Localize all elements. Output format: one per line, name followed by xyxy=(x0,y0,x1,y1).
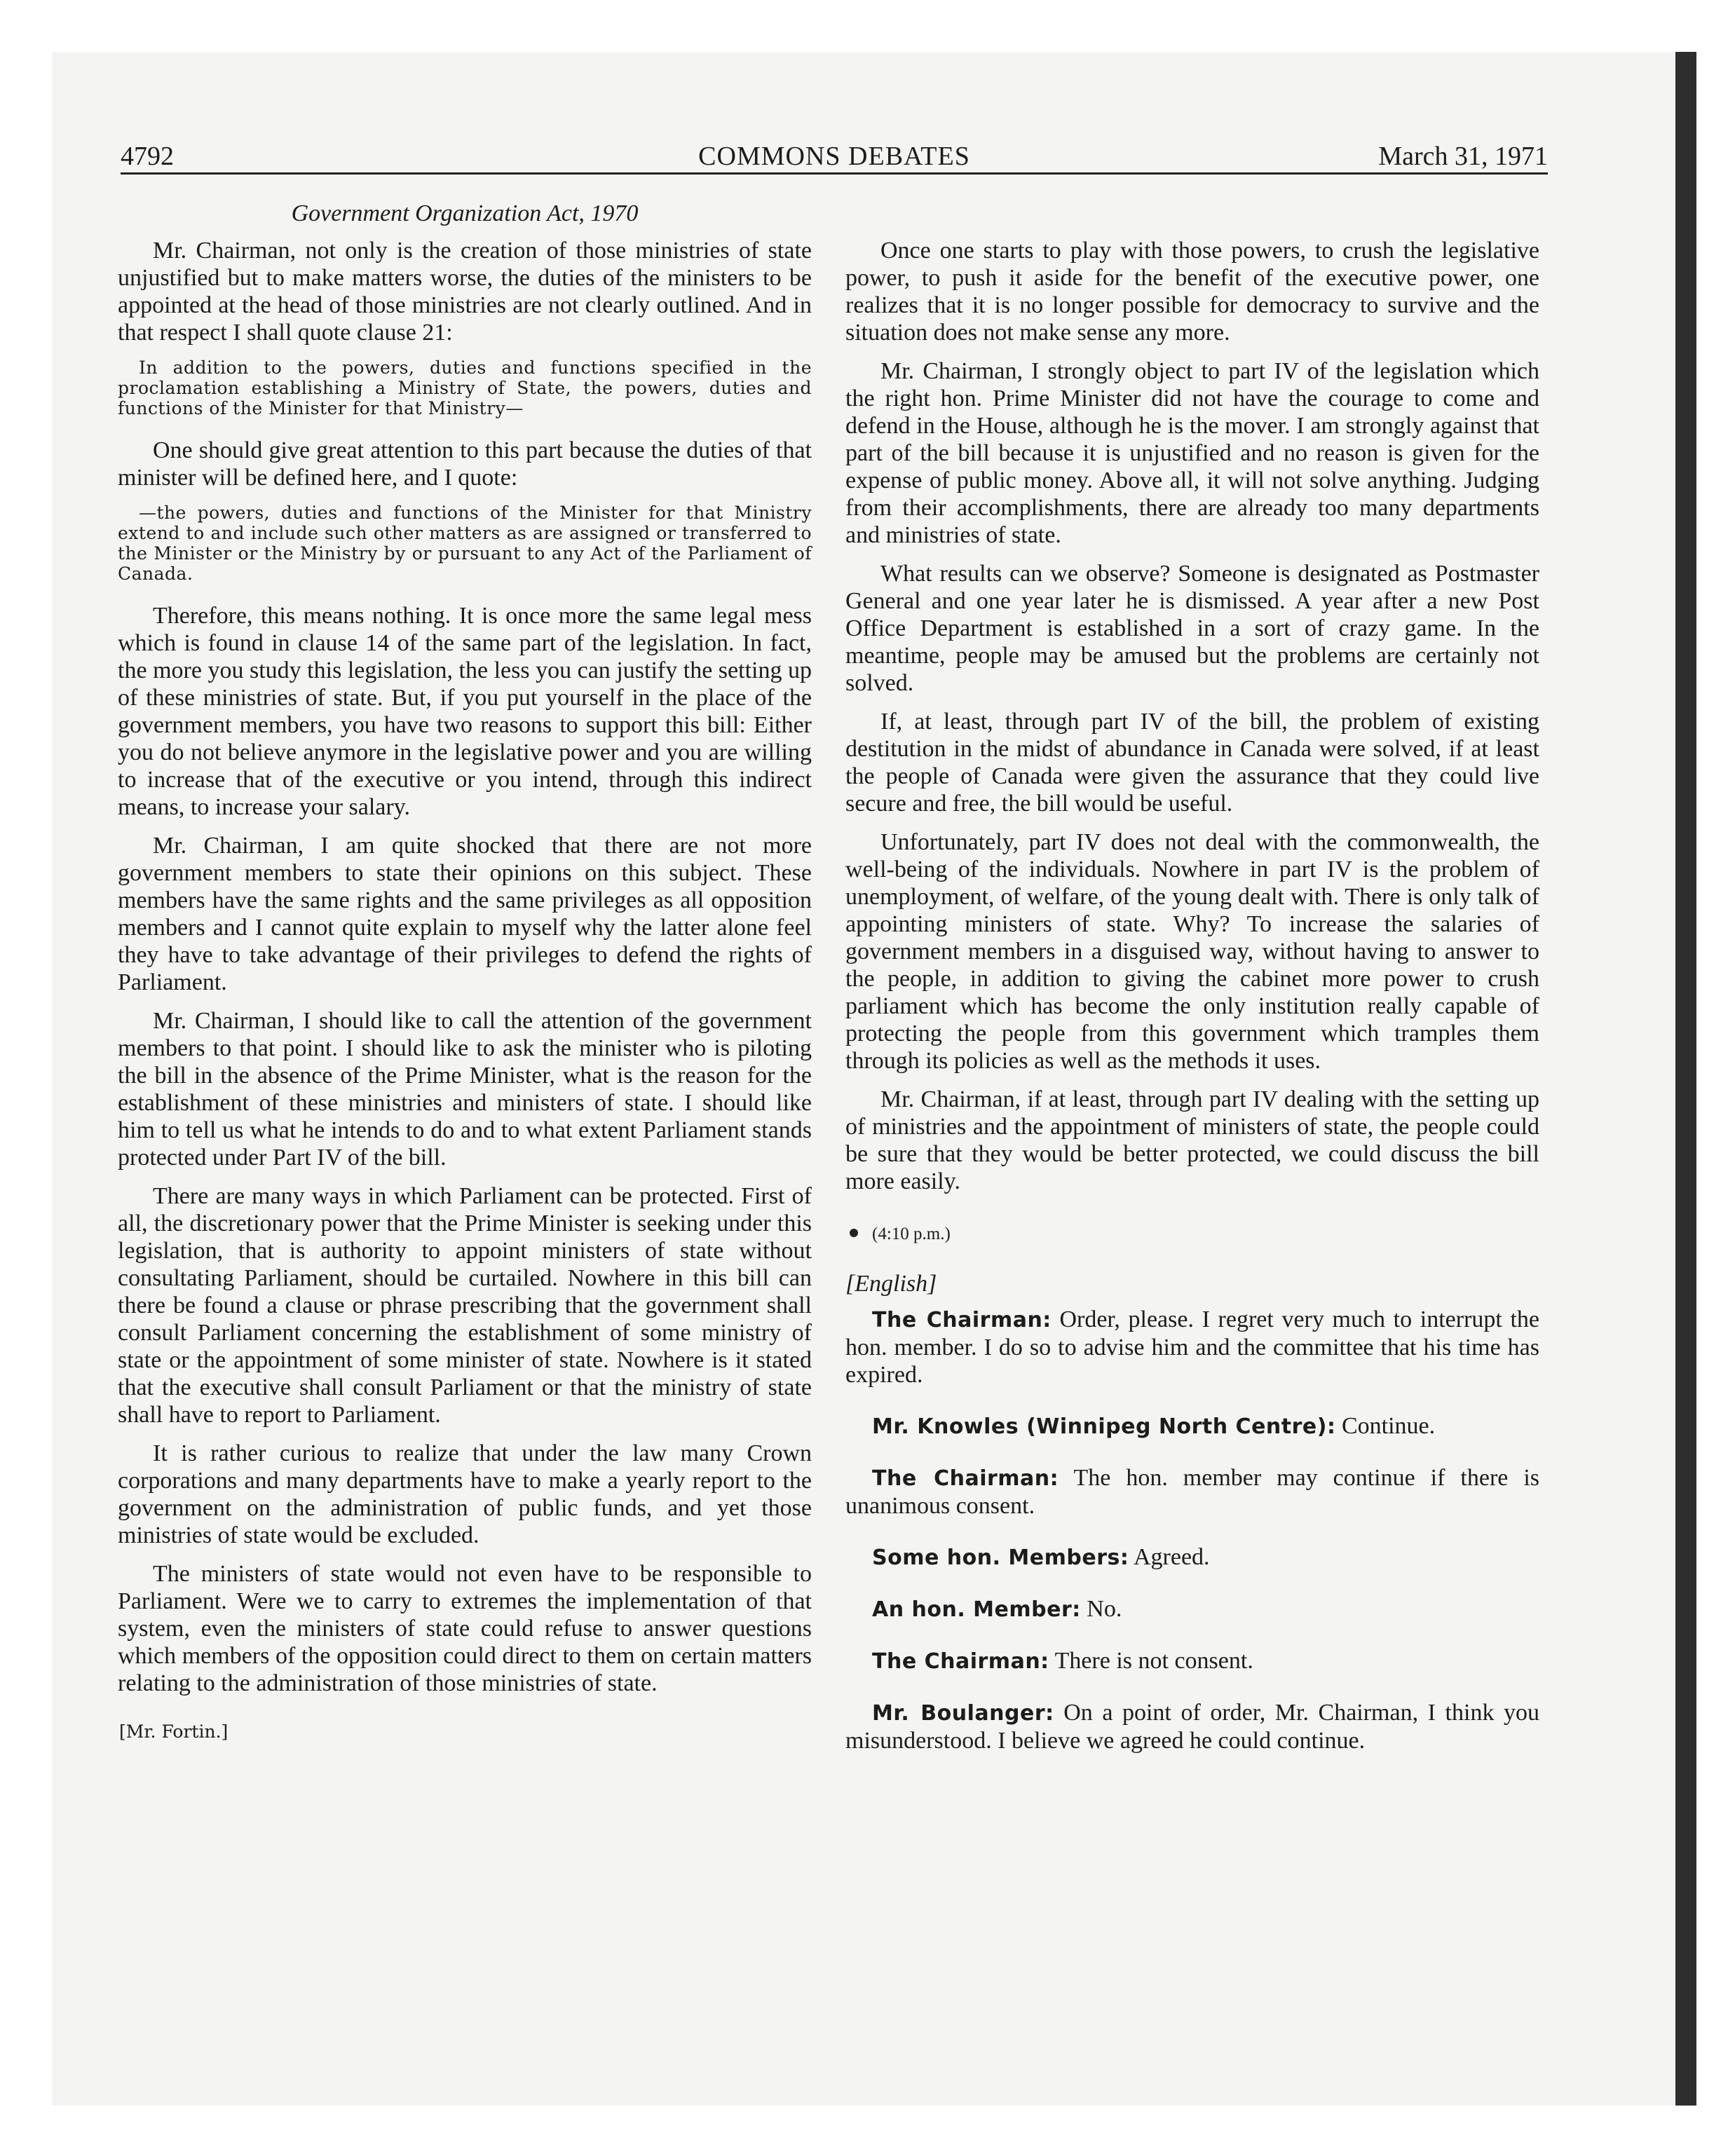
paragraph: Mr. Chairman, I am quite shocked that there are not more government members to state their opinions on this subject. These members have the same rights and the same privileges as all opposition members and I cannot quite explain to myself why the latter alone feel they have to take advantage of their privileges to defend the rights of Parliament. xyxy=(118,833,812,995)
speaker-name: The Chairman: xyxy=(872,1466,1059,1491)
speech-entry xyxy=(845,1595,1539,1623)
speech-entry xyxy=(845,1464,1539,1520)
bullet-icon xyxy=(850,1229,858,1237)
paragraph: If, at least, through part IV of the bill, the problem of existing destitution in the midst of abundance in Canada were solved, if at least the people of Canada were given the assurance that they could live secure and free, the bill would be useful. xyxy=(845,709,1539,817)
paragraph: Mr. Chairman, if at least, through part IV dealing with the setting up of ministries and the appointment of ministers of state, the people could be sure that they would be better protected, we could discuss the bill more easily. xyxy=(845,1086,1539,1194)
running-title: Government Organization Act, 1970 xyxy=(291,200,639,226)
paragraph: Unfortunately, part IV does not deal with the commonwealth, the well-being of the individuals. Nowhere in part IV is the problem of unemployment, of welfare, of the young dealt with. There is only talk of appointing ministers of state. Why? To increase the salaries of government members in a disguised way, without having to answer to the people, in addition to giving the cabinet more power to crush parliament which has become the only institution really capable of protecting the people from this government which tramples them through its policies as well as the methods it uses. xyxy=(845,829,1539,1074)
speech-entry xyxy=(845,1412,1539,1440)
speaker-name: Some hon. Members: xyxy=(872,1546,1129,1570)
speech-entry xyxy=(845,1306,1539,1389)
speech-text: The hon. member may continue if there is unanimous consent. xyxy=(845,1465,1540,1519)
left-column xyxy=(118,200,812,1745)
paragraph: Mr. Chairman, I strongly object to part IV of the legislation which the right hon. Prime Minister did not have the courage to come and defend in the House, although he is the mover. I am strongly against that part of the bill because it is unjustified and no reason is given for the expense of public money. Above all, it will not solve anything. Judging from their accomplishments, there are already too many departments and ministries of state. xyxy=(845,358,1539,548)
speaker-attribution: [Mr. Fortin.] xyxy=(119,1721,229,1742)
timestamp xyxy=(845,1220,1539,1248)
paragraph: Once one starts to play with those powers, to crush the legislative power, to push it aside for the benefit of the executive power, one realizes that it is no longer possible for democracy to survive and the situation does not make sense any more. xyxy=(845,238,1539,346)
timestamp-text: (4:10 p.m.) xyxy=(872,1224,951,1243)
page-number: 4792 xyxy=(121,142,174,171)
speaker-name: Mr. Knowles (Winnipeg North Centre): xyxy=(872,1414,1336,1439)
speaker-name: The Chairman: xyxy=(872,1649,1049,1674)
paragraph: It is rather curious to realize that under the law many Crown corporations and many departments have to make a yearly report to the government on the administration of public funds, and yet those ministries of state would be excluded. xyxy=(118,1440,812,1548)
speech-text: Agreed. xyxy=(1134,1544,1210,1570)
right-column xyxy=(845,237,1539,1778)
paragraph: Therefore, this means nothing. It is once more the same legal mess which is found in clause 14 of the same part of the legislation. In fact, the more you study this legislation, the less you can justify the setting up of these ministries of state. But, if you put yourself in the place of the government members, you have two reasons to support this bill: Either you do not believe anymore in the legislative power and you are willing to increase that of the executive or you intend, through this indirect means, to increase your salary. xyxy=(118,603,812,820)
speech-entry xyxy=(845,1647,1539,1675)
page-header xyxy=(121,140,1548,175)
paragraph: Mr. Chairman, I should like to call the attention of the government members to that point. I should like to ask the minister who is piloting the bill in the absence of the Prime Minister, what is the reason for the establishment of these ministries and ministers of state. I should like him to tell us what he intends to do and to what extent Parliament stands protected under Part IV of the bill. xyxy=(118,1008,812,1171)
speaker-name: Mr. Boulanger: xyxy=(872,1701,1054,1726)
language-marker: [English] xyxy=(845,1271,937,1297)
paragraph: Mr. Chairman, not only is the creation of those ministries of state unjustified but to make matters worse, the duties of the ministers to be appointed at the head of those ministries are not clearly outlined. And in that respect I shall quote clause 21: xyxy=(118,238,812,346)
paragraph: There are many ways in which Parliament can be protected. First of all, the discretionary power that the Prime Minister is seeking under this legislation, that is authority to appoint ministers of state without consultating Parliament, should be curtailed. Nowhere in this bill can there be found a clause or phrase prescribing that the government shall consult Parliament concerning the establishment of some ministry of state or the appointment of some minister of state. Nowhere is it stated that the executive shall consult Parliament or that the ministry of state shall have to report to Parliament. xyxy=(118,1183,812,1428)
publication-title: COMMONS DEBATES xyxy=(698,142,970,171)
paragraph: One should give great attention to this part because the duties of that minister will be defined here, and I quote: xyxy=(118,437,812,491)
speaker-name: An hon. Member: xyxy=(872,1597,1081,1622)
speech-text: No. xyxy=(1087,1596,1122,1622)
speech-text: Order, please. I regret very much to interrupt the hon. member. I do so to advise him and the committee that his time has expired. xyxy=(845,1306,1540,1388)
paragraph: The ministers of state would not even have to be responsible to Parliament. Were we to carry to extremes the implementation of that system, even the ministers of state could refuse to answer questions which members of the opposition could direct to them on certain matters relating to the administration of those ministries of state. xyxy=(118,1561,812,1696)
speech-text: On a point of order, Mr. Chairman, I think you misunderstood. I believe we agreed he could continue. xyxy=(845,1700,1540,1754)
block-quote: —the powers, duties and functions of the Minister for that Ministry extend to and include such other matters as are assigned or transferred to the Minister or the Ministry by or pursuant to any Act of the Parliament of Canada. xyxy=(118,503,812,584)
speech-text: Continue. xyxy=(1341,1413,1436,1439)
paragraph: What results can we observe? Someone is designated as Postmaster General and one year later he is dismissed. A year after a new Post Office Department is established in a sort of crazy game. In the meantime, people may be amused but the problems are certainly not solved. xyxy=(845,561,1539,696)
page-date: March 31, 1971 xyxy=(1378,142,1548,171)
speech-entry xyxy=(845,1699,1539,1754)
speech-entry xyxy=(845,1543,1539,1571)
block-quote: In addition to the powers, duties and functions specified in the proclamation establishing a Ministry of State, the powers, duties and functions of the Minister for that Ministry— xyxy=(118,357,812,418)
scan-edge xyxy=(1675,52,1696,2106)
speech-text: There is not consent. xyxy=(1054,1648,1253,1674)
speaker-name: The Chairman: xyxy=(872,1308,1052,1332)
